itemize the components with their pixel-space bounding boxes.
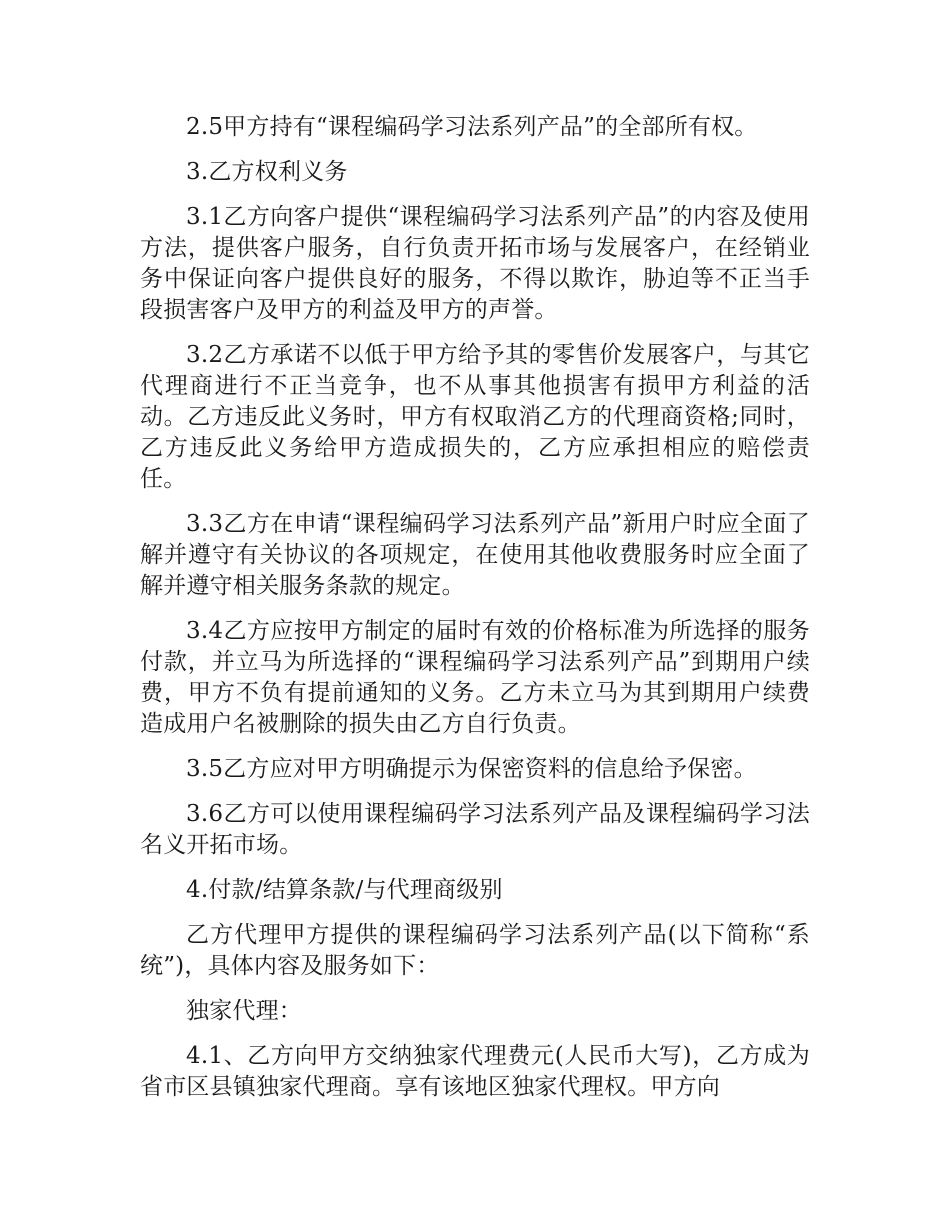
clause-3-6: 3.6乙方可以使用课程编码学习法系列产品及课程编码学习法名义开拓市场。 bbox=[140, 801, 810, 858]
clause-2-5: 2.5甲方持有“课程编码学习法系列产品”的全部所有权。 bbox=[186, 114, 758, 140]
section-3-heading: 3.乙方权利义务 bbox=[186, 159, 348, 185]
clause-3-3: 3.3乙方在申请“课程编码学习法系列产品”新用户时应全面了解并遵守有关协议的各项规定，在使用其他收费服务时应全面了解并遵守相关服务条款的规定。 bbox=[140, 511, 810, 599]
section-4-heading: 4.付款/结算条款/与代理商级别 bbox=[186, 877, 503, 903]
document-body bbox=[140, 112, 810, 1117]
clause-3-4: 3.4乙方应按甲方制定的届时有效的价格标准为所选择的服务付款，并立马为所选择的“课程编码学习法系列产品”到期用户续费，甲方不负有提前通知的义务。乙方未立马为其到期用户续费造成用户名被删除的损失由乙方自行负责。 bbox=[140, 618, 810, 737]
exclusive-agency-heading: 独家代理： bbox=[186, 998, 302, 1024]
clause-3-1: 3.1乙方向客户提供“课程编码学习法系列产品”的内容及使用方法，提供客户服务，自行负责开拓市场与发展客户，在经销业务中保证向客户提供良好的服务，不得以欺诈，胁迫等不正当手段损害客户及甲方的利益及甲方的声誉。 bbox=[140, 204, 810, 323]
clause-4-1: 4.1、乙方向甲方交纳独家代理费元(人民币大写)，乙方成为省市区县镇独家代理商。享有该地区独家代理权。甲方向 bbox=[140, 1043, 810, 1100]
clause-3-2: 3.2乙方承诺不以低于甲方给予其的零售价发展客户，与其它代理商进行不正当竞争，也不从事其他损害有损甲方利益的活动。乙方违反此义务时，甲方有权取消乙方的代理商资格;同时，乙方违反此义务给甲方造成损失的，乙方应承担相应的赔偿责任。 bbox=[140, 342, 810, 492]
agency-intro: 乙方代理甲方提供的课程编码学习法系列产品(以下简称“系统”)，具体内容及服务如下： bbox=[140, 922, 810, 979]
clause-3-5: 3.5乙方应对甲方明确提示为保密资料的信息给予保密。 bbox=[186, 756, 757, 782]
